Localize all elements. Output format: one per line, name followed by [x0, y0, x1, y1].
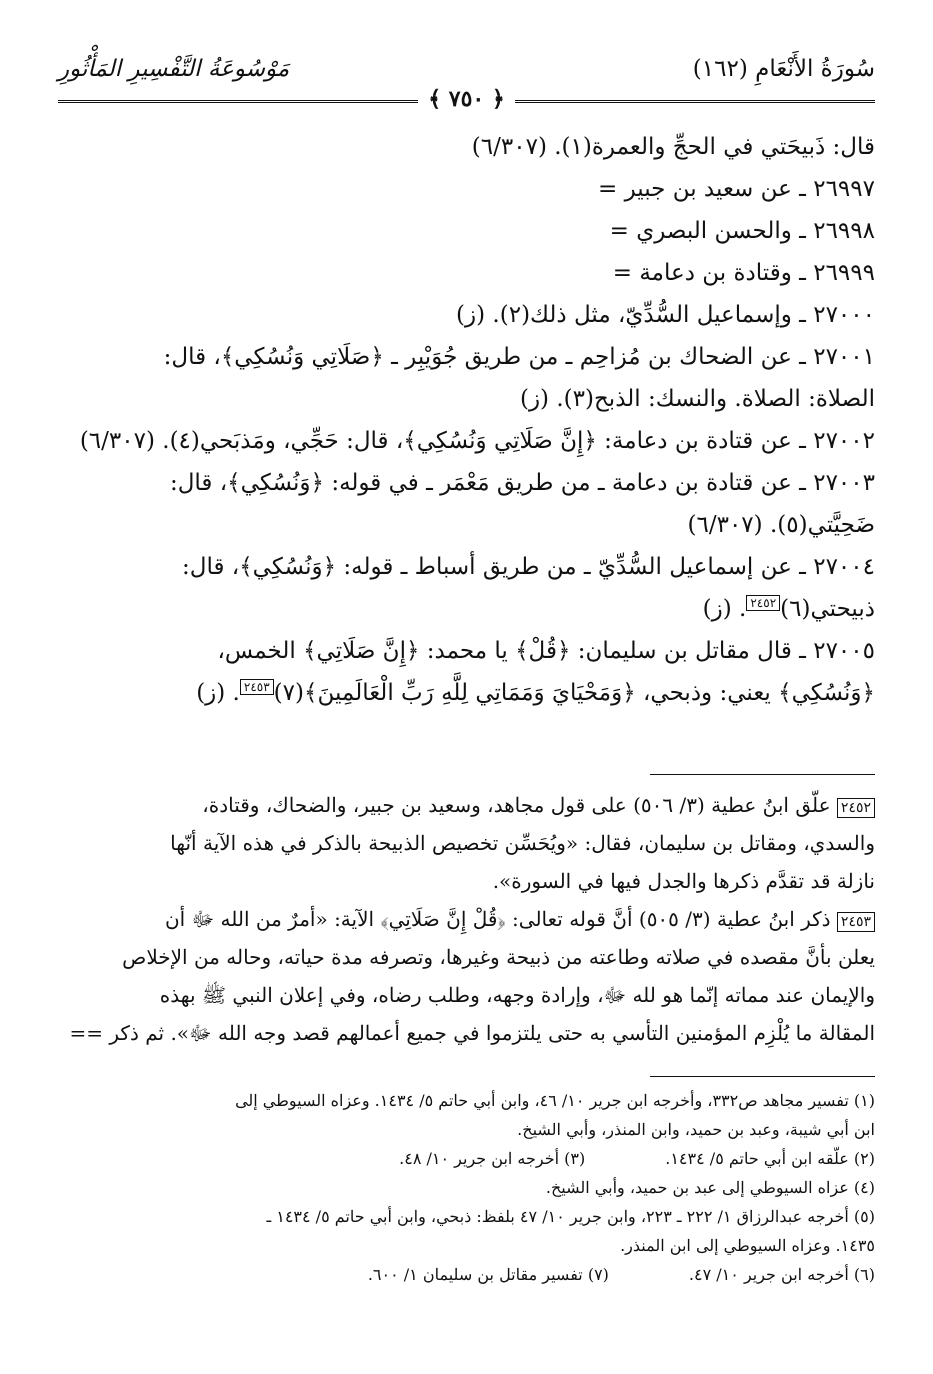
commentary-line: نازلة قد تقدَّم ذكرها والجدل فيها في السورة». — [492, 869, 875, 893]
commentary — [58, 786, 875, 1052]
text-line: ذبيحتي(٦)٢٤٥٢. (ز) — [702, 596, 875, 622]
commentary-ref-box: ٢٤٥٢ — [746, 595, 780, 611]
footnote-line: (٦) أخرجه ابن جرير ١٠/ ٤٧. (٧) تفسير مقاتل بن سليمان ١/ ٦٠٠. — [367, 1265, 875, 1284]
commentary-separator — [650, 774, 875, 775]
commentary-number-box: ٢٤٥٢ — [837, 798, 875, 818]
footnote-separator — [650, 1076, 875, 1077]
commentary-line: يعلن بأنَّ مقصده في صلاته وطاعته من ذبيحة وغيرها، وتصرفه مدة حياته، وحاله من الإخلاص — [122, 945, 875, 969]
text-line: قال: ذَبيحَتي في الحجِّ والعمرة(١). (٦/٣٠٧) — [471, 134, 875, 160]
text-line: الصلاة: الصلاة. والنسك: الذبح(٣). (ز) — [519, 386, 875, 412]
footnote-line: (٤) عزاه السيوطي إلى عبد بن حميد، وأبي الشيخ. — [545, 1178, 875, 1197]
footnotes — [58, 1086, 875, 1289]
commentary-line: ٢٤٥٣ ذكر ابنُ عطية (٣/ ٥٠٥) أنَّ قوله تعالى: ﴿قُلْ إِنَّ صَلَاتِي﴾ الآية: «أمرٌ من الله ﷻ أن — [58, 900, 875, 938]
text-line: ٢٦٩٩٩ ـ وقتادة بن دعامة = — [612, 260, 875, 286]
commentary-number-box: ٢٤٥٣ — [837, 912, 875, 932]
main-text — [58, 126, 875, 714]
footnote-line: ١٤٣٥. وعزاه السيوطي إلى ابن المنذر. — [620, 1236, 875, 1255]
book-title: مَوْسُوعَةُ التَّفْسِيرِ المَأْثُورِ — [58, 56, 290, 82]
commentary-line: والسدي، ومقاتل بن سليمان، فقال: «ويُحَسِّن تخصيص الذبيحة بالذكر في هذه الآية أنّها — [170, 831, 875, 855]
text-line: ٢٧٠٠٠ ـ وإسماعيل السُّدِّيّ، مثل ذلك(٢). (ز) — [456, 302, 875, 328]
commentary-line: ٢٤٥٢ علّق ابنُ عطية (٣/ ٥٠٦) على قول مجاهد، وسعيد بن جبير، والضحاك، وقتادة، — [58, 786, 875, 824]
text-line: ﴿وَنُسُكِي﴾ يعني: وذبحي، ﴿وَمَحْيَايَ وَمَمَاتِي لِلَّهِ رَبِّ الْعَالَمِينَ﴾(٧)٢٤٥٣. (ز) — [196, 680, 875, 706]
text-line: ٢٧٠٠٢ ـ عن قتادة بن دعامة: ﴿إِنَّ صَلَاتِي وَنُسُكِي﴾، قال: حَجِّي، ومَذبَحي(٤). (٦/٣٠٧) — [79, 428, 875, 454]
footnote-line: (٢) علّقه ابن أبي حاتم ٥/ ١٤٣٤. (٣) أخرجه ابن جرير ١٠/ ٤٨. — [399, 1149, 875, 1168]
commentary-line: والإيمان عند مماته إنّما هو لله ﷻ، وإرادة وجهه، وطلب رضاه، وفي إعلان النبي ﷺ بهذه — [159, 983, 875, 1007]
text-line: ٢٧٠٠٣ ـ عن قتادة بن دعامة ـ من طريق مَعْمَر ـ في قوله: ﴿وَنُسُكِي﴾، قال: — [169, 470, 875, 496]
text-line: ٢٧٠٠٤ ـ عن إسماعيل السُّدِّيّ ـ من طريق أسباط ـ قوله: ﴿وَنُسُكِي﴾، قال: — [182, 554, 875, 580]
text-line: ضَحِيَّتي(٥). (٦/٣٠٧) — [687, 512, 875, 538]
text-line: ٢٧٠٠١ ـ عن الضحاك بن مُزاحِم ـ من طريق جُوَيْبِر ـ ﴿صَلَاتِي وَنُسُكِي﴾، قال: — [163, 344, 875, 370]
surah-title: سُورَةُ الأَنْعَامِ (١٦٢) — [692, 56, 875, 82]
text-line: ٢٦٩٩٨ ـ والحسن البصري = — [609, 218, 875, 244]
text-line: ٢٧٠٠٥ ـ قال مقاتل بن سليمان: ﴿قُلْ﴾ يا محمد: ﴿إِنَّ صَلَاتِي﴾ الخمس، — [217, 638, 875, 664]
footnote-line: (٥) أخرجه عبدالرزاق ١/ ٢٢٢ ـ ٢٢٣، وابن جرير ١٠/ ٤٧ بلفظ: ذبحي، وابن أبي حاتم ٥/ ١٤٣٤ ـ — [266, 1207, 875, 1226]
text-line: ٢٦٩٩٧ ـ عن سعيد بن جبير = — [598, 176, 875, 202]
commentary-line: المقالة ما يُلْزِم المؤمنين التأسي به حتى يلتزموا في جميع أعمالهم قصد وجه الله ﷻ». ثم ذكر == — [69, 1021, 875, 1045]
footnote-line: (١) تفسير مجاهد ص٣٣٢، وأخرجه ابن جرير ١٠/ ٤٦، وابن أبي حاتم ٥/ ١٤٣٤. وعزاه السيوطي إلى — [235, 1091, 875, 1110]
page-number: ﴾ ٧٥٠ ﴿ — [428, 86, 505, 112]
commentary-ref-box: ٢٤٥٣ — [240, 679, 274, 695]
footnote-line: ابن أبي شيبة، وعبد بن حميد، وابن المنذر، وأبي الشيخ. — [517, 1120, 875, 1139]
